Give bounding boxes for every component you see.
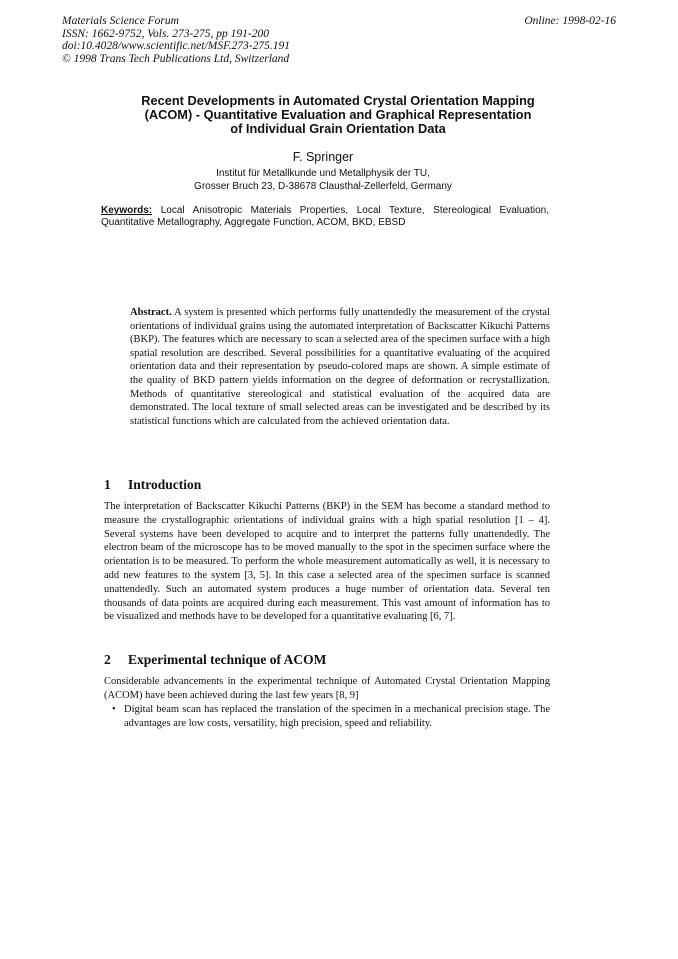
paper-title	[100, 94, 576, 136]
abstract-text: A system is presented which performs fully unattendedly the measurement of the crystal orientations of individual grains using the automated interpretation of Backscatter Kikuchi Patterns (BKP). The features which are necessary to scan a selected area of the specimen surface with a high spatial resolution are described. Several possibilities for a quantitative evaluating of the acquired orientation data and their representation by pseudo-colored maps are shown. A simple estimate of the quality of BKD pattern yields information on the degree of deformation or recrystallization. Methods of quantitative stereological and statistical evaluation of the acquired data are demonstrated. The local texture of small selected areas can be investigated and be described by its statistical functions which are calculated from the achieved orientation data.	[130, 307, 551, 427]
abstract-label: Abstract.	[130, 307, 172, 318]
online-date: Online: 1998-02-16	[524, 15, 616, 27]
journal-doi: doi:10.4028/www.scientific.net/MSF.273-275.191	[62, 40, 290, 52]
keywords-label: Keywords:	[101, 205, 153, 216]
title-line: (ACOM) - Quantitative Evaluation and Graphical Representation	[144, 107, 532, 122]
section-number: 2	[104, 652, 111, 667]
bullet-marker: •	[112, 704, 116, 715]
keywords-text: Local Anisotropic Materials Properties, Local Texture, Stereological Evaluation, Quantitative Metallography, Aggregate Function, ACOM, BKD, EBSD	[101, 205, 550, 228]
title-line: of Individual Grain Orientation Data	[230, 121, 446, 136]
affiliation	[0, 168, 646, 193]
journal-issn: ISSN: 1662-9752, Vols. 273-275, pp 191-200	[62, 27, 269, 40]
journal-copyright: © 1998 Trans Tech Publications Ltd, Switzerland	[62, 52, 290, 65]
keywords	[101, 205, 549, 228]
section-heading	[104, 652, 326, 668]
section-number: 1	[104, 477, 111, 492]
section-title: Experimental technique of ACOM	[128, 652, 327, 667]
section-paragraph: The interpretation of Backscatter Kikuchi Patterns (BKP) in the SEM has become a standard method to measure the crystallographic orientations of individual grains with a high spatial resolution [1 – 4]. Several systems have been developed to acquire and to interpret the patterns fully unattendedly. The electron beam of the microscope has to be moved manually to the spot in the specimen surface where the orientation is to be measured. To perform the whole measurement automatically as well, it is necessary to add new features to the system [3, 5]. In this case a selected area of the specimen surface is scanned unattendedly. Such an automated system produces a huge number of orientation data. Several ten thousands of data points are acquired during each measurement. This vast amount of information has to be visualized and methods have to be developed for a quantitative evaluating [6, 7].	[104, 501, 550, 623]
author-name: F. Springer	[292, 150, 354, 164]
journal-info	[62, 15, 290, 65]
affiliation-line: Institut für Metallkunde und Metallphysik der TU,	[216, 168, 430, 179]
bullet-item	[104, 703, 550, 731]
section-title: Introduction	[128, 477, 202, 492]
affiliation-line: Grosser Bruch 23, D-38678 Clausthal-Zellerfeld, Germany	[194, 180, 452, 192]
journal-name: Materials Science Forum	[62, 15, 179, 27]
bullet-text: Digital beam scan has replaced the translation of the specimen in a mechanical precision stage. The advantages are low costs, versatility, high precision, speed and reliability.	[124, 704, 550, 729]
section-heading	[104, 477, 201, 493]
section-paragraph: Considerable advancements in the experimental technique of Automated Crystal Orientation Mapping (ACOM) have been achieved during the last few years [8, 9]	[104, 676, 550, 701]
title-line: Recent Developments in Automated Crystal Orientation Mapping	[141, 93, 535, 108]
abstract	[130, 306, 550, 428]
